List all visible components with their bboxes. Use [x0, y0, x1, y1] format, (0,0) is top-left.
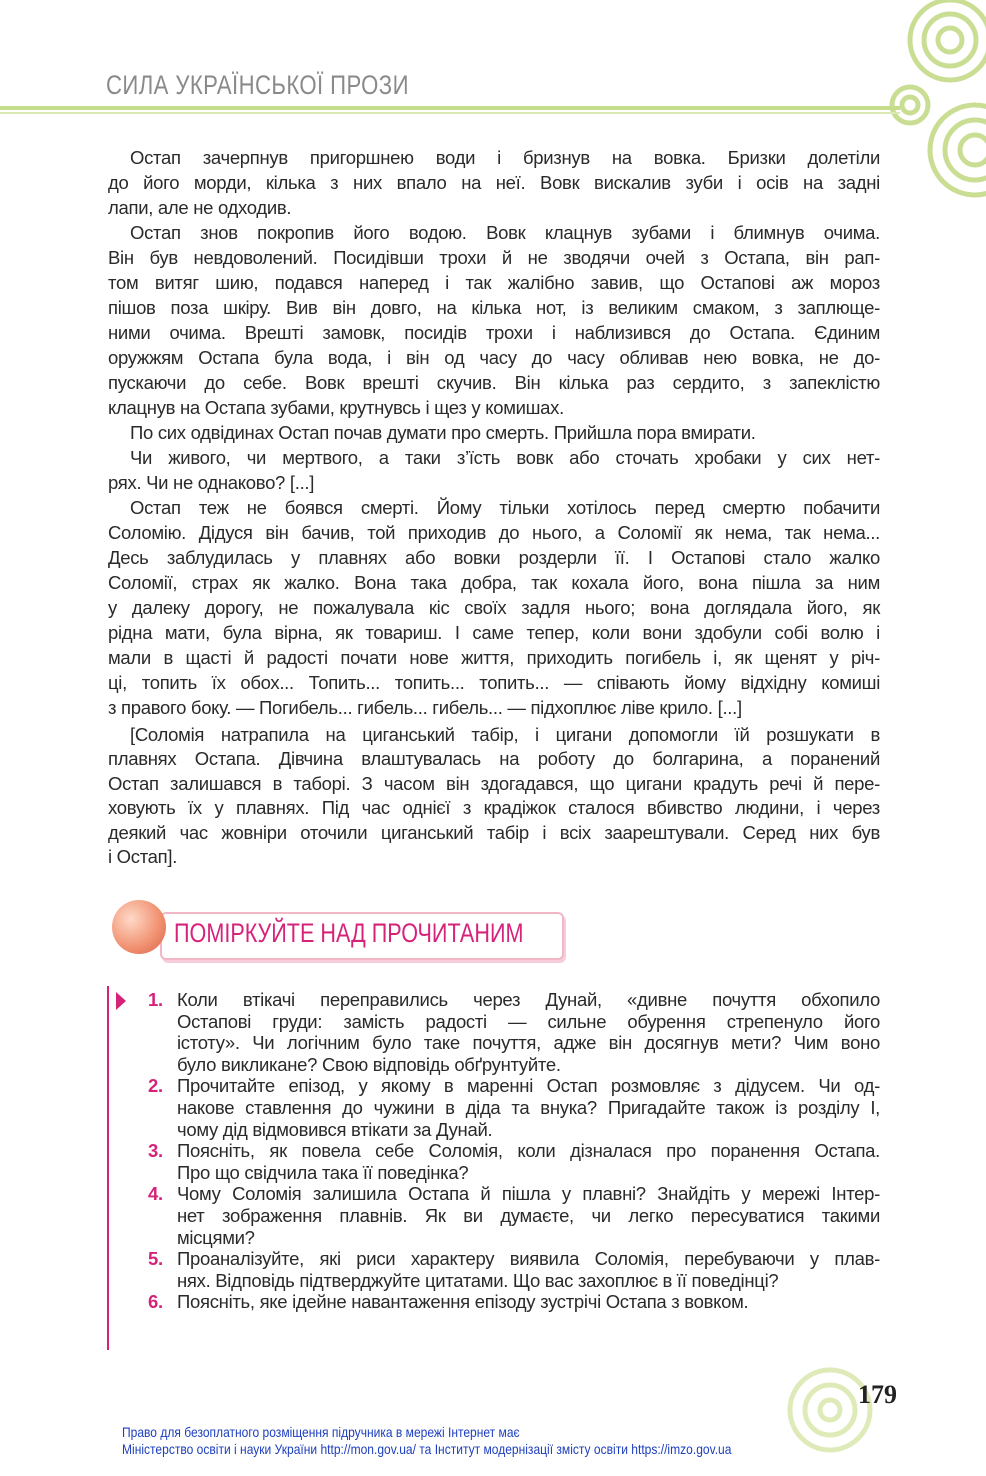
question-item — [148, 1248, 880, 1291]
question-item — [148, 1140, 880, 1183]
text-line: у далеку дорогу, не пожалувала кіс своїх задля нього; вона доглядала його, як — [108, 597, 880, 618]
footer-line-1: Право для безоплатного розміщення підручника в мережі Інтернет має — [122, 1424, 520, 1440]
text-line: клацнув на Остапа зубами, крутнувсь і щез у комишах. — [108, 397, 564, 418]
text-line: Остап теж не боявся смерті. Йому тільки хотілось перед смертю побачити — [130, 497, 880, 518]
text-line: Про що свідчила така її поведінка? — [177, 1161, 469, 1183]
text-line: Десь заблудилась у плавнях або вовки роздерли її. І Остапові стало жалко — [108, 547, 880, 568]
text-line: лапи, але не одходив. — [108, 197, 292, 218]
text-line: рях. Чи не однаково? [...] — [108, 472, 315, 493]
text-line: Чому Соломія залишила Остапа й пішла у плавні? Знайдіть у мережі Інтер- — [177, 1183, 880, 1205]
text-line: і Остап]. — [108, 845, 178, 867]
paragraph — [108, 220, 880, 420]
text-line: плавнях Остапа. Дівчина влаштувалась на роботу до болгарина, а поранений — [108, 748, 880, 770]
question-number: 6. — [148, 1291, 163, 1313]
paragraph — [108, 145, 880, 220]
text-line: чому дід відмовився втікати за Дунай. — [177, 1118, 493, 1140]
swirl-decoration-bottom — [780, 1350, 920, 1460]
paragraph — [108, 495, 880, 720]
text-line: накове ставлення до чужини в діда та внука? Пригадайте також із розділу І, — [177, 1096, 880, 1118]
question-number: 3. — [148, 1140, 163, 1162]
arrow-marker-icon — [116, 992, 126, 1010]
text-line: деякий час жовніри оточили циганський табір і всіх заарештували. Серед них був — [108, 821, 880, 843]
text-line: ці, топить їх обох... Топить... топить... топить... — співають йому відхідну комиші — [108, 672, 880, 693]
text-line: Остапові груди: замість радості — сильне обурення стрепенуло його — [177, 1010, 880, 1032]
text-line: з правого боку. — Погибель... гибель... гибель... — підхоплює ліве крило. [...] — [108, 697, 742, 718]
text-line: Прочитайте епізод, у якому в маренні Остап розмовляє з дідусем. Чи од- — [177, 1075, 880, 1097]
text-line: По сих одвідинах Остап почав думати про смерть. Прийшла пора вмирати. — [130, 422, 756, 443]
story-text — [108, 145, 880, 720]
text-line: Чи живого, чи мертвого, а таки з’їсть вовк або сточать хробаки у сих нет- — [130, 447, 880, 468]
footer-line-2: Міністерство освіти і науки України http://mon.gov.ua/ та Інститут модернізації змісту освіти https://imzo.gov.ua — [122, 1441, 732, 1457]
running-header-title: СИЛА УКРАЇНСЬКОЇ ПРОЗИ — [106, 70, 409, 100]
text-line: пішов поза шкіру. Вив він довго, на кілька нот, із великим смаком, з заплюще- — [108, 297, 880, 318]
text-line: Остап залишався в таборі. З часом він здогадався, що цигани крадуть речі й пере- — [108, 772, 880, 794]
text-line: було викликане? Свою відповідь обґрунтуйте. — [177, 1053, 561, 1075]
question-number: 5. — [148, 1248, 163, 1270]
text-line: [Соломія натрапила на циганський табір, і цигани допомогли їй розшукати в — [130, 724, 880, 745]
text-line: істоту». Чи логічним було таке почуття, адже він досягнув мети? Чим воно — [177, 1032, 880, 1054]
text-line: Соломії, страх як жалко. Вона така добра, так кохала його, вона пішла за ним — [108, 572, 880, 593]
question-item — [148, 1075, 880, 1140]
question-number: 4. — [148, 1183, 163, 1205]
text-line: рідна мати, була вірна, як товариш. І саме тепер, коли вони здобули собі волю і — [108, 622, 880, 643]
footer-notice — [122, 1424, 731, 1458]
questions-side-bar — [107, 986, 109, 1350]
question-item — [148, 1291, 880, 1313]
text-line: ними очима. Врешті замовк, посидів трохи і наблизився до Остапа. Єдиним — [108, 322, 880, 343]
text-line: Поясніть, як повела себе Соломія, коли дізналася про поранення Остапа. — [177, 1140, 880, 1162]
text-line: оружжям Остапа була вода, і він од часу до часу обливав нею вовка, не до- — [108, 347, 880, 368]
balloon-icon — [112, 900, 166, 954]
paragraph — [108, 420, 880, 445]
header-divider-thin — [0, 112, 900, 114]
text-line: місцями? — [177, 1226, 255, 1248]
text-line: Він був невдоволений. Посидівши трохи й не зводячи очей з Остапа, він рап- — [108, 247, 880, 268]
text-line: пускаючи до себе. Вовк врешті скучив. Він кілька раз сердито, з запеклістю — [108, 372, 880, 393]
section-banner — [112, 900, 562, 966]
text-line: Проаналізуйте, які риси характеру виявила Соломія, перебуваючи у плав- — [177, 1248, 880, 1270]
page-number: 179 — [858, 1380, 897, 1409]
text-line: Остап зачерпнув пригоршнею води і бризнув на вовка. Бризки долетіли — [130, 147, 880, 168]
section-title: ПОМІРКУЙТЕ НАД ПРОЧИТАНИМ — [174, 918, 524, 948]
text-line: Коли втікачі переправились через Дунай, «дивне почуття обхопило — [177, 989, 880, 1010]
text-line: ховують їх у плавнях. Під час однієї з крадіжок сталося вбивство людини, і через — [108, 797, 880, 819]
text-line: том витяг шию, подався наперед і так жалібно завив, що Остапові аж мороз — [108, 272, 880, 293]
question-item — [148, 1183, 880, 1248]
text-line: Поясніть, яке ідейне навантаження епізоду зустрічі Остапа з вовком. — [177, 1291, 749, 1313]
text-line: до його морди, кілька з них впало на неї. Вовк вискалив зуби і осів на задні — [108, 172, 880, 193]
question-number: 1. — [148, 989, 163, 1010]
text-line: нет зображення плавнів. Як ви думаєте, чи легко пересуватися такими — [177, 1204, 880, 1226]
text-line: Остап знов покропив його водою. Вовк клацнув зубами і блимнув очима. — [130, 222, 880, 243]
paragraph — [108, 445, 880, 495]
text-line: нях. Відповідь підтверджуйте цитатами. Що вас захоплює в її поведінці? — [177, 1269, 779, 1291]
summary-text — [108, 723, 880, 869]
text-line: Соломію. Дідуся він бачив, той приходив до нього, а Соломії як нема, так нема... — [108, 522, 880, 543]
header-divider — [0, 106, 900, 110]
question-item — [148, 989, 880, 1075]
questions-list — [148, 989, 880, 1313]
question-number: 2. — [148, 1075, 163, 1097]
text-line: мали в щасті й радості почати нове життя, приходить погибель і, як щенят у річ- — [108, 647, 880, 668]
